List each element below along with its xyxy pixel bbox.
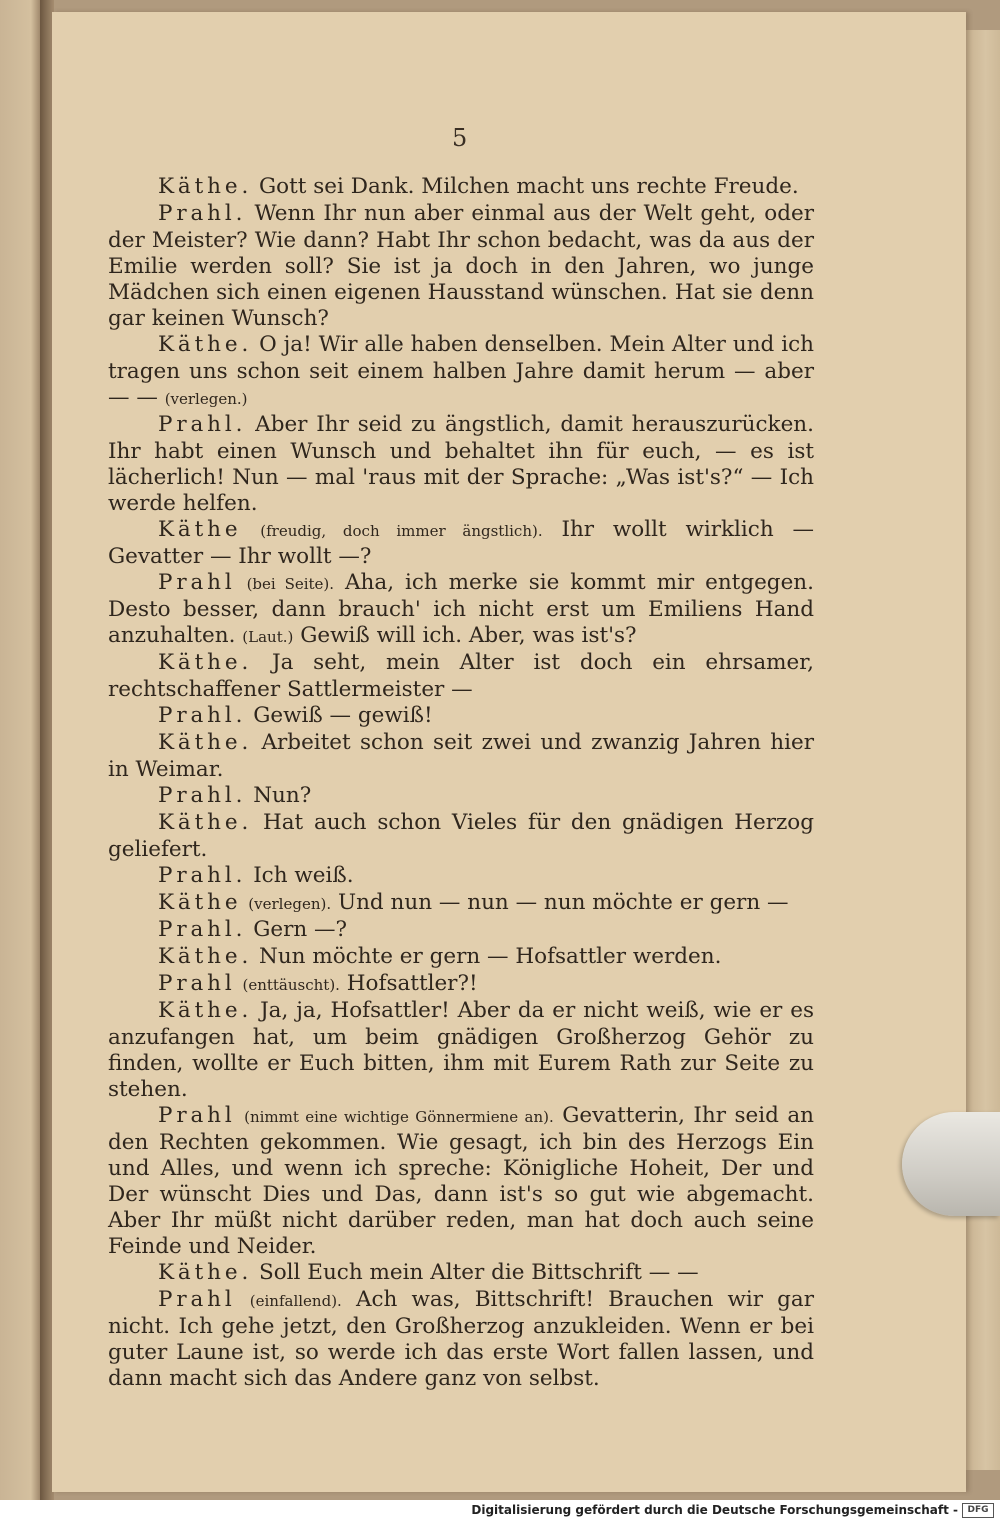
dialogue-text: Arbeitet schon seit zwei und zwanzig Jahren hier in Weimar. — [108, 730, 814, 782]
dialogue-text: Hofsattler?! — [346, 971, 478, 996]
speaker-name: Käthe. — [158, 174, 253, 199]
dialogue-text: Ja, ja, Hofsattler! Aber da er nicht weiß, wie er es anzufangen hat, um beim gnädigen Großherzog Gehör zu finden, wollte er Euch bitten, ihm mit Eurem Rath zur Seite zu stehen. — [108, 998, 814, 1102]
speaker-name: Käthe. — [158, 998, 253, 1023]
page-text — [108, 174, 814, 1392]
dialogue-paragraph — [108, 703, 814, 730]
speaker-name: Prahl. — [158, 917, 247, 942]
dialogue-text: Nun möchte er gern — Hofsattler werden. — [259, 944, 722, 969]
dialogue-paragraph — [108, 1103, 814, 1260]
dialogue-paragraph — [108, 783, 814, 810]
dialogue-text: Wenn Ihr nun aber einmal aus der Welt geht, oder der Meister? Wie dann? Habt Ihr schon bedacht, was da aus der Emilie werden soll? Sie ist ja doch in den Jahren, wo junge Mädchen sich einen eigenen Hausstand wünschen. Hat sie denn gar keinen Wunsch? — [108, 201, 814, 331]
speaker-name: Prahl. — [158, 703, 247, 728]
speaker-name: Prahl. — [158, 201, 247, 226]
stage-direction: (enttäuscht). — [242, 976, 340, 994]
dialogue-paragraph — [108, 650, 814, 703]
speaker-name: Käthe — [158, 517, 242, 542]
dialogue-text: Nun? — [253, 783, 312, 808]
dialogue-paragraph — [108, 412, 814, 517]
stage-direction: (einfallend). — [249, 1292, 342, 1310]
dialogue-text: Gevatterin, Ihr seid an den Rechten gekommen. Wie gesagt, ich bin des Herzogs Ein und Alles, und wenn ich spreche: Königliche Hoheit, Der und Der wünscht Dies und Das, dann ist's so gut wie abgemacht. Aber Ihr müßt nicht darüber reden, man hat doch auch seine Feinde und Neider. — [108, 1103, 814, 1259]
dialogue-text: Gern —? — [253, 917, 348, 942]
dialogue-text: Hat auch schon Vieles für den gnädigen Herzog geliefert. — [108, 810, 815, 862]
stage-direction: (verlegen.) — [164, 390, 248, 408]
dialogue-paragraph — [108, 174, 814, 201]
stage-direction: (freudig, doch immer ängstlich). — [260, 522, 543, 540]
dialogue-paragraph — [108, 332, 814, 412]
speaker-name: Prahl. — [158, 863, 247, 888]
speaker-name: Käthe. — [158, 332, 253, 357]
dialogue-paragraph — [108, 517, 814, 570]
dialogue-text: O ja! Wir alle haben denselben. Mein Alter und ich tragen uns schon seit einem halben Jahre damit herum — aber — — — [108, 332, 814, 410]
left-page-edge — [0, 0, 44, 1500]
dialogue-paragraph — [108, 863, 814, 890]
dialogue-paragraph — [108, 810, 814, 863]
speaker-name: Prahl. — [158, 412, 247, 437]
dialogue-paragraph — [108, 1287, 814, 1392]
speaker-name: Käthe. — [158, 730, 253, 755]
dialogue-text: Soll Euch mein Alter die Bittschrift — — — [259, 1260, 699, 1285]
dialogue-text: Ich weiß. — [253, 863, 354, 888]
dialogue-paragraph — [108, 890, 814, 917]
right-page-stack — [964, 30, 1000, 1470]
speaker-name: Prahl — [158, 1287, 236, 1312]
dialogue-text: Gott sei Dank. Milchen macht uns rechte Freude. — [259, 174, 799, 199]
stage-direction: (Laut.) — [242, 628, 294, 646]
dialogue-paragraph — [108, 944, 814, 971]
speaker-name: Prahl. — [158, 783, 247, 808]
dialogue-text: Ihr wollt wirklich — Gevatter — Ihr wollt —? — [108, 517, 814, 569]
speaker-name: Käthe. — [158, 810, 253, 835]
stage-direction: (verlegen). — [248, 895, 332, 913]
speaker-name: Käthe. — [158, 944, 253, 969]
dialogue-paragraph — [108, 1260, 814, 1287]
dialogue-paragraph — [108, 971, 814, 998]
dfg-logo-icon: DFG — [962, 1503, 994, 1518]
dialogue-paragraph — [108, 998, 814, 1103]
dialogue-text: Ach was, Bittschrift! Brauchen wir gar nicht. Ich gehe jetzt, den Großherzog anzukleiden. Wenn er bei guter Laune ist, so werde ich das erste Wort fallen lassen, und dann macht sich das Andere ganz von selbst. — [108, 1287, 815, 1391]
stage-direction: (bei Seite). — [246, 575, 335, 593]
dialogue-paragraph — [108, 730, 814, 783]
page-clip — [902, 1112, 1000, 1216]
speaker-name: Prahl — [158, 971, 236, 996]
digitization-footer — [0, 1500, 1000, 1521]
footer-credit: Digitalisierung gefördert durch die Deutsche Forschungsgemeinschaft - — [471, 1503, 958, 1517]
dialogue-text: Ja seht, mein Alter ist doch ein ehrsamer, rechtschaffener Sattlermeister — — [108, 650, 814, 702]
speaker-name: Käthe — [158, 890, 242, 915]
speaker-name: Käthe. — [158, 1260, 253, 1285]
dialogue-text: Gewiß will ich. Aber, was ist's? — [300, 623, 637, 648]
dialogue-paragraph — [108, 201, 814, 332]
dialogue-text: Gewiß — gewiß! — [253, 703, 433, 728]
speaker-name: Käthe. — [158, 650, 253, 675]
dialogue-text: Aber Ihr seid zu ängstlich, damit herauszurücken. Ihr habt einen Wunsch und behaltet ihn für euch, — es ist lächerlich! Nun — mal 'raus mit der Sprache: „Was ist's?“ — Ich werde helfen. — [108, 412, 814, 516]
dialogue-text: Aha, ich merke sie kommt mir entgegen. Desto besser, dann brauch' ich nicht erst um Emiliens Hand anzuhalten. — [108, 570, 814, 648]
dialogue-paragraph — [108, 917, 814, 944]
dialogue-paragraph — [108, 570, 814, 650]
speaker-name: Prahl — [158, 1103, 236, 1128]
stage-direction: (nimmt eine wichtige Gönnermiene an). — [244, 1108, 554, 1126]
dialogue-text: Und nun — nun — nun möchte er gern — — [337, 890, 789, 915]
speaker-name: Prahl — [158, 570, 236, 595]
page-number: 5 — [452, 124, 468, 152]
